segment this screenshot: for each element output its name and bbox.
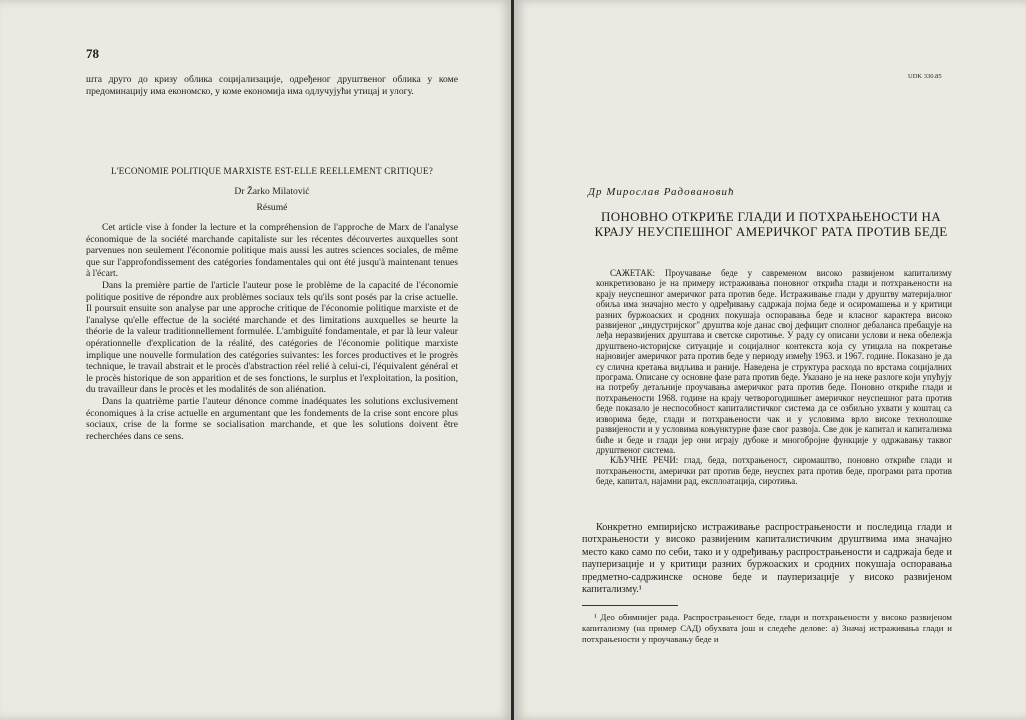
body-text: [582, 522, 952, 596]
resume-paragraph: Dans la quatrième partie l'auteur dénonce comme inadéquates les solutions exclusivement économiques à la crise actuelle en argumentant que les fondements de la crise sont encore plus sociaux, crise de la forme se socialisation marchande, et que les solutions doivent être recherchées dans ce sens.: [86, 395, 458, 442]
article-title-cyrillic: ПОНОВНО ОТКРИЋЕ ГЛАДИ И ПОТХРАЊЕНОСТИ НА КРАЈУ НЕУСПЕШНОГ АМЕРИЧКОГ РАТА ПРОТИВ БЕДЕ: [594, 209, 948, 239]
page-number: 78: [86, 46, 99, 61]
author-name: Dr Žarko Milatović: [234, 186, 310, 197]
footnote-text: ¹ Део обимнијег рада. Распрострањеност беде, глади и потхрањености у високо развијеном капитализму (на пример САД) обухвата још и следеће делове: а) Значај истраживања глади и потхрањености у проучавању беде и: [582, 612, 952, 644]
resume-paragraph: Dans la première partie de l'article l'auteur pose le problème de la capacité de l'économie politique positive de répondre aux problèmes sociaux tels qu'ils sont posés par la crise actuelle. Il poursuit ensuite son analyse par une approche critique de l'économie politique marxiste et de l'analyse qu'elle effectue de la société marchande et des limitations auxquelles se heurte la théorie de la valeur traditionnellement formulée. L'ambiguïté fondamentale, et par là leur valeur opérationnelle d'explication de la réalité, des catégories de l'économie politique marxiste implique une nouvelle formulation des catégories suivantes: les forces productives et le progrès technique, le travail abstrait et le procès d'abstraction réel relié à celui-ci, l'équivalent général et le procès historique de son apparition et de ses fonctions, le surplus et l'exploitation, la position, du travailleur dans le procès et les modalités de son aliénation.: [86, 279, 458, 396]
footnote-rule: [582, 605, 678, 606]
author-name-cyrillic: Др Мирослав Радовановић: [588, 186, 735, 198]
abstract-block: [596, 268, 952, 487]
resume-text: [86, 222, 458, 442]
keywords-text: КЉУЧНЕ РЕЧИ: глад, беда, потхрањеност, сиромаштво, поновно откриће глади и потхрањености, амерички рат против беде, неуспех рата против беде, програми рата против беде, капитал, најамни рад, експлоатација, сиротиња.: [596, 455, 952, 487]
continuation-text: шта друго до кризу облика социјализације, одређеног друштвеног облика у коме предоминацију има економско, у коме економија има одлучујући утицај и улогу.: [86, 74, 458, 97]
footnote: [582, 612, 952, 644]
udk-code: UDK 330.85: [908, 73, 942, 80]
resume-heading: Résumé: [256, 202, 288, 213]
left-page: [0, 0, 512, 720]
abstract-text: САЖЕТАК: Проучавање беде у савременом високо развијеном капитализму конкретизовано је на примеру истраживања поновног открића глади и потхрањености на крају неуспешног америчког рата против беде. Истраживање глади у друштву материјалног обиља има значајно место у одређивању садржаја појма беде и осиромашења и у критици разних буржоаских и сродних покушаја оспоравања беде и класног карактера високо развијеног „индустријског" друштва које данас свој дефицит сполног дебаланса пребацује на леђа неразвијених друштава и светске сиротиње. У раду су описани услови и нека обележја друштвено-историјске ситуације и социјалног контекста која су утицала на покретање најновијег америчког рата против беде у периоду између 1963. и 1967. године. Показано је да су слична кретања видљива и раније. Наведена је структура расхода по врстама социјалних програма. Описане су основне фазе рата против беде. Указано је на неке разлоге који упућују на потребу детаљније проучавања америчког рата против беде. Поновно откриће глади и потхрањености 1968. године на крају четворогодишњег америчког неуспешног рата против беде показало је неспособност капиталистичког система да се озбиљно ухвати у коштац са изворима беде, глади и потхрањености чак и у условима врло високе технолошке развијености и у условима коњунктурне фазе свог развоја. Све док је капитал и капитализма биће и беде и глади јер они играју дубоке и многобројне функције у одржавању таквог друштвеног система.: [596, 268, 952, 455]
resume-paragraph: Cet article vise à fonder la lecture et la compréhension de l'approche de Marx de l'analyse économique de la société marchande capitaliste sur les récentes découvertes auxquelles sont parvenues non seulement l'économie politique mais aussi les autres sciences sociales, de même que sur l'approfondissement des catégories fondamentales qui ont été jusqu'à maintenant tenues à l'écart.: [86, 222, 458, 280]
article-title: L'ECONOMIE POLITIQUE MARXISTE EST-ELLE REELLEMENT CRITIQUE?: [111, 166, 433, 176]
body-paragraph: Конкретно емпиријско истраживање распрострањености и последица глади и потхрањености у високо развијеним капиталистичким друштвима има значајно место како само по себи, тако и у одређивању распрострањености и садржаја беде и пауперизације и у критици разних буржоаских и сродних покушаја оспоравања предметно-садржинске основе беде и пауперизације у високо развијеном капитализму.¹: [582, 522, 952, 596]
